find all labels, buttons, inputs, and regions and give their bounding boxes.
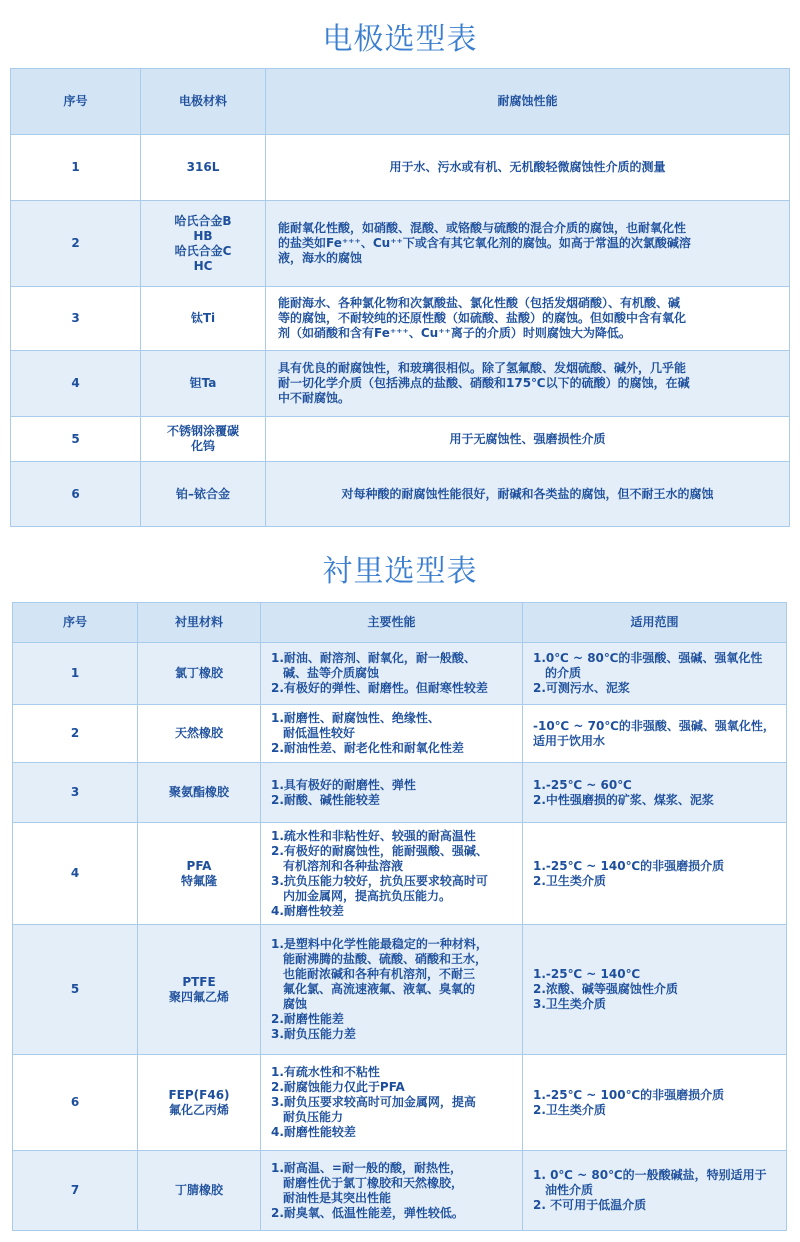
scope-line: 2.可测污水、泥浆 bbox=[533, 681, 630, 695]
cell-scope bbox=[523, 1151, 787, 1231]
material-line: 氟化乙丙烯 bbox=[168, 1102, 229, 1117]
performance-line: 对每种酸的耐腐蚀性能很好，耐碱和各类盐的腐蚀，但不耐王水的腐蚀 bbox=[341, 486, 714, 501]
header-corrosion-resistance: 耐腐蚀性能 bbox=[266, 69, 790, 135]
cell-scope bbox=[523, 823, 787, 925]
table-row bbox=[11, 287, 790, 351]
cell-no: 6 bbox=[11, 462, 141, 527]
cell-properties bbox=[261, 1151, 523, 1231]
material-line: 聚氨酯橡胶 bbox=[168, 785, 229, 799]
cell-properties bbox=[261, 705, 523, 763]
header-main-properties: 主要性能 bbox=[261, 603, 523, 643]
table-row bbox=[11, 417, 790, 462]
cell-no: 3 bbox=[11, 287, 141, 351]
property-line: 腐蚀 bbox=[283, 997, 308, 1011]
table-row bbox=[11, 135, 790, 201]
property-line: 4.耐磨性较差 bbox=[271, 903, 344, 918]
cell-performance bbox=[266, 417, 790, 462]
table-row bbox=[13, 1055, 787, 1151]
electrode-table-title: 电极选型表 bbox=[322, 22, 478, 57]
cell-no: 6 bbox=[13, 1055, 138, 1151]
scope-line: 1. 0℃ ~ 80℃的一般酸碱盐，特别适用于 bbox=[533, 1168, 767, 1182]
performance-line: 耐一切化学介质（包括沸点的盐酸、硝酸和175℃以下的硫酸）的腐蚀，在碱 bbox=[278, 376, 690, 390]
lining-table-title: 衬里选型表 bbox=[322, 554, 478, 589]
property-line: 2.耐油性差、耐老化性和耐氧化性差 bbox=[271, 741, 464, 755]
cell-properties bbox=[261, 763, 523, 823]
material-line: 不锈钢涂覆碳 bbox=[166, 424, 239, 438]
performance-line: 用于无腐蚀性、强磨损性介质 bbox=[449, 431, 606, 446]
cell-material bbox=[138, 763, 261, 823]
material-line: 天然橡胶 bbox=[174, 726, 223, 740]
scope-line: 2.卫生类介质 bbox=[533, 873, 606, 888]
scope-line: 油性介质 bbox=[545, 1183, 594, 1197]
table-row bbox=[11, 351, 790, 417]
scope-line: 2.卫生类介质 bbox=[533, 1102, 606, 1117]
scope-line: 适用于饮用水 bbox=[533, 733, 606, 748]
material-line: 316L bbox=[186, 160, 220, 174]
cell-scope bbox=[523, 705, 787, 763]
header-material: 电极材料 bbox=[141, 69, 266, 135]
material-line: 钛Ti bbox=[190, 311, 216, 325]
performance-line: 中不耐腐蚀。 bbox=[278, 391, 351, 405]
table-row bbox=[13, 925, 787, 1055]
material-line: 铂–铱合金 bbox=[175, 486, 230, 501]
cell-properties bbox=[261, 643, 523, 705]
property-line: 1.具有极好的耐磨性、弹性 bbox=[271, 777, 416, 792]
cell-no: 5 bbox=[11, 417, 141, 462]
property-line: 耐低温性较好 bbox=[283, 726, 356, 740]
property-line: 有机溶剂和各种盐溶液 bbox=[283, 858, 404, 873]
table-row bbox=[13, 1151, 787, 1231]
scope-line: 1.0℃ ~ 80℃的非强酸、强碱、强氧化性 bbox=[533, 651, 763, 665]
cell-properties bbox=[261, 1055, 523, 1151]
material-line: 丁腈橡胶 bbox=[174, 1183, 223, 1197]
cell-performance bbox=[266, 287, 790, 351]
scope-line: 1.-25℃ ~ 60℃ bbox=[533, 777, 632, 792]
scope-line: 2. 不可用于低温介质 bbox=[533, 1198, 647, 1212]
property-line: 2.有极好的弹性、耐磨性。但耐寒性较差 bbox=[271, 681, 488, 695]
property-line: 1.耐磨性、耐腐蚀性、绝缘性、 bbox=[271, 711, 440, 725]
property-line: 能耐沸腾的盐酸、硫酸、硝酸和王水， bbox=[283, 952, 488, 966]
scope-line: 2.中性强磨损的矿浆、煤浆、泥浆 bbox=[533, 792, 714, 807]
material-line: PFA bbox=[186, 858, 212, 873]
cell-material bbox=[138, 643, 261, 705]
material-line: PTFE bbox=[182, 974, 216, 989]
scope-line: 的介质 bbox=[545, 666, 582, 680]
material-line: 聚四氟乙烯 bbox=[168, 989, 229, 1004]
header-no: 序号 bbox=[13, 603, 138, 643]
table-row bbox=[11, 462, 790, 527]
property-line: 2.耐酸、碱性能较差 bbox=[271, 792, 380, 807]
property-line: 碱、盐等介质腐蚀 bbox=[283, 666, 380, 680]
property-line: 内加金属网，提高抗负压能力。 bbox=[283, 888, 452, 903]
cell-scope bbox=[523, 643, 787, 705]
performance-line: 能耐氧化性酸，如硝酸、混酸、或铬酸与硫酸的混合介质的腐蚀，也耐氧化性 bbox=[278, 221, 687, 235]
material-line: 钽Ta bbox=[189, 376, 217, 390]
cell-scope bbox=[523, 763, 787, 823]
cell-no: 1 bbox=[13, 643, 138, 705]
cell-performance bbox=[266, 201, 790, 287]
performance-line: 具有优良的耐腐蚀性，和玻璃很相似。除了氢氟酸、发烟硫酸、碱外，几乎能 bbox=[278, 361, 687, 375]
property-line: 3.耐负压能力差 bbox=[271, 1027, 356, 1041]
property-line: 4.耐磨性能较差 bbox=[271, 1125, 356, 1139]
property-line: 1.有疏水性和不粘性 bbox=[271, 1065, 380, 1079]
performance-line: 等的腐蚀，不耐较纯的还原性酸（如硫酸、盐酸）的腐蚀。但如酸中含有氧化 bbox=[278, 311, 687, 325]
property-line: 耐油性是其突出性能 bbox=[283, 1190, 392, 1205]
cell-no: 2 bbox=[13, 705, 138, 763]
property-line: 3.抗负压能力较好，抗负压要求较高时可 bbox=[271, 873, 488, 888]
cell-material bbox=[141, 351, 266, 417]
cell-material bbox=[141, 287, 266, 351]
table-row bbox=[13, 643, 787, 705]
property-line: 氟化氯、高流速液氟、液氧、臭氧的 bbox=[283, 982, 476, 996]
scope-line: -10℃ ~ 70℃的非强酸、强碱、强氧化性， bbox=[533, 718, 775, 733]
table-row bbox=[13, 823, 787, 925]
cell-no: 4 bbox=[11, 351, 141, 417]
cell-scope bbox=[523, 1055, 787, 1151]
property-line: 耐负压能力 bbox=[283, 1110, 344, 1124]
scope-line: 3.卫生类介质 bbox=[533, 997, 606, 1011]
cell-properties bbox=[261, 823, 523, 925]
material-line: 化钨 bbox=[190, 439, 215, 453]
performance-line: 剂（如硝酸和含有Fe⁺⁺⁺、Cu⁺⁺离子的介质）时则腐蚀大为降低。 bbox=[278, 326, 631, 340]
property-line: 耐磨性优于氯丁橡胶和天然橡胶， bbox=[283, 1175, 464, 1190]
electrode-selection-table bbox=[10, 68, 790, 527]
performance-line: 用于水、污水或有机、无机酸轻微腐蚀性介质的测量 bbox=[389, 160, 666, 174]
cell-performance bbox=[266, 462, 790, 527]
property-line: 3.耐负压要求较高时可加金属网，提高 bbox=[271, 1095, 476, 1109]
cell-material bbox=[138, 823, 261, 925]
lining-selection-table bbox=[12, 602, 787, 1231]
cell-material bbox=[138, 1151, 261, 1231]
cell-performance bbox=[266, 351, 790, 417]
cell-material bbox=[141, 417, 266, 462]
property-line: 也能耐浓碱和各种有机溶剂，不耐三 bbox=[283, 967, 476, 981]
table-row bbox=[13, 705, 787, 763]
cell-no: 5 bbox=[13, 925, 138, 1055]
property-line: 1.是塑料中化学性能最稳定的一种材料， bbox=[271, 937, 488, 951]
cell-no: 7 bbox=[13, 1151, 138, 1231]
scope-line: 1.-25℃ ~ 140℃ bbox=[533, 967, 641, 981]
cell-scope bbox=[523, 925, 787, 1055]
table-header-row bbox=[13, 603, 787, 643]
cell-material bbox=[138, 925, 261, 1055]
cell-material bbox=[141, 462, 266, 527]
header-lining-material: 衬里材料 bbox=[138, 603, 261, 643]
property-line: 2.耐臭氧、低温性能差，弹性较低。 bbox=[271, 1205, 464, 1220]
table-row bbox=[13, 763, 787, 823]
property-line: 1.耐高温、=耐一般的酸，耐热性， bbox=[271, 1160, 462, 1175]
property-line: 2.耐腐蚀能力仅此于PFA bbox=[271, 1080, 405, 1094]
performance-line: 能耐海水、各种氯化物和次氯酸盐、氯化性酸（包括发烟硝酸）、有机酸、碱 bbox=[278, 296, 681, 310]
material-line: 特氟隆 bbox=[180, 873, 217, 888]
performance-line: 的盐类如Fe⁺⁺⁺、Cu⁺⁺下或含有其它氧化剂的腐蚀。如高于常温的次氯酸碱溶 bbox=[278, 236, 691, 250]
scope-line: 2.浓酸、碱等强腐蚀性介质 bbox=[533, 982, 678, 996]
table-row bbox=[11, 201, 790, 287]
material-line: HC bbox=[193, 258, 213, 273]
cell-material bbox=[138, 1055, 261, 1151]
property-line: 1.疏水性和非粘性好、较强的耐高温性 bbox=[271, 828, 476, 843]
performance-line: 液，海水的腐蚀 bbox=[278, 251, 363, 265]
table-header-row bbox=[11, 69, 790, 135]
property-line: 1.耐油、耐溶剂、耐氧化，耐一般酸、 bbox=[271, 651, 476, 665]
scope-line: 1.-25℃ ~ 140℃的非强磨损介质 bbox=[533, 858, 725, 873]
cell-performance bbox=[266, 135, 790, 201]
material-line: 哈氏合金B bbox=[174, 213, 232, 228]
cell-material bbox=[138, 705, 261, 763]
material-line: 氯丁橡胶 bbox=[174, 666, 223, 680]
property-line: 2.耐磨性能差 bbox=[271, 1012, 344, 1026]
material-line: FEP(F46) bbox=[168, 1087, 230, 1102]
cell-no: 2 bbox=[11, 201, 141, 287]
header-application-scope: 适用范围 bbox=[523, 603, 787, 643]
material-line: HB bbox=[193, 228, 213, 243]
property-line: 2.有极好的耐腐蚀性，能耐强酸、强碱、 bbox=[271, 843, 488, 858]
material-line: 哈氏合金C bbox=[174, 243, 232, 258]
scope-line: 1.-25℃ ~ 100℃的非强磨损介质 bbox=[533, 1087, 725, 1102]
header-no: 序号 bbox=[11, 69, 141, 135]
cell-material bbox=[141, 135, 266, 201]
cell-no: 3 bbox=[13, 763, 138, 823]
cell-no: 1 bbox=[11, 135, 141, 201]
cell-properties bbox=[261, 925, 523, 1055]
cell-no: 4 bbox=[13, 823, 138, 925]
cell-material bbox=[141, 201, 266, 287]
